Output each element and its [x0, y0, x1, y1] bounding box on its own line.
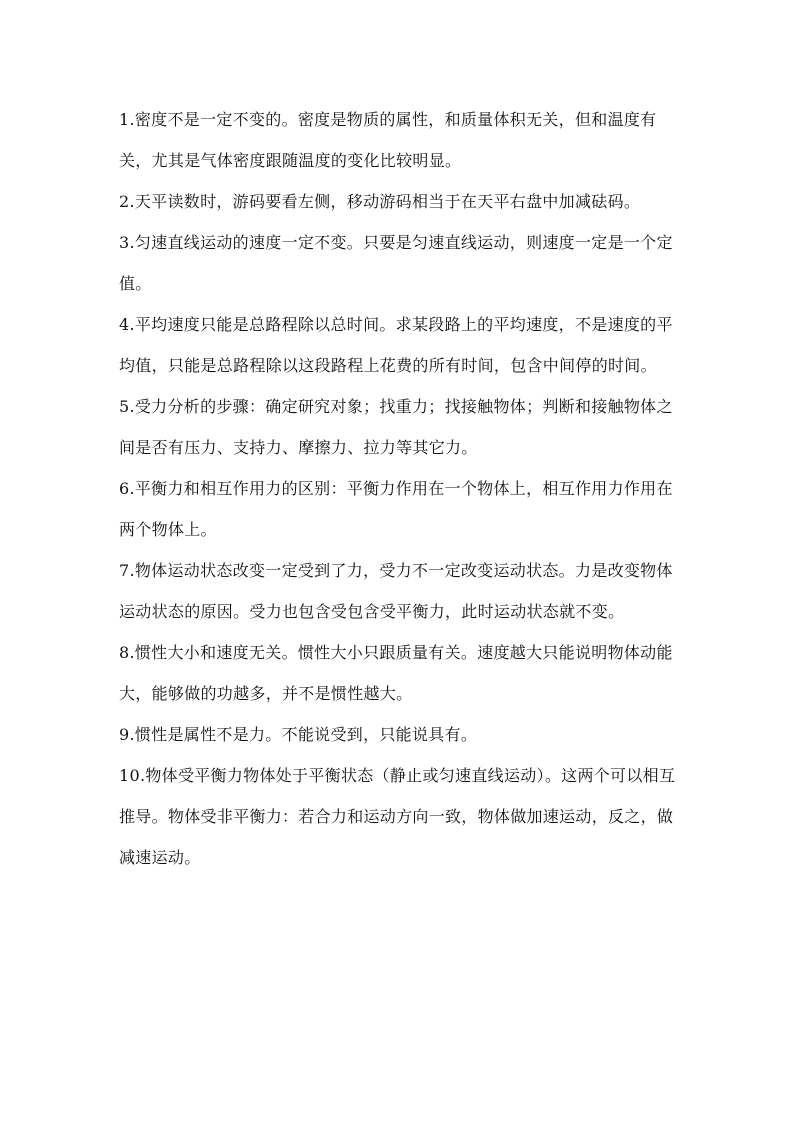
list-item: 6.平衡力和相互作用力的区别：平衡力作用在一个物体上，相互作用力作用在两个物体上。 — [119, 479, 673, 539]
list-item: 8.惯性大小和速度无关。惯性大小只跟质量有关。速度越大只能说明物体动能大，能够做的功越多，并不是惯性越大。 — [119, 643, 673, 703]
list-item: 4.平均速度只能是总路程除以总时间。求某段路上的平均速度，不是速度的平均值，只能是总路程除以这段路程上花费的所有时间，包含中间停的时间。 — [119, 315, 673, 375]
list-item: 5.受力分析的步骤：确定研究对象；找重力；找接触物体；判断和接触物体之间是否有压力、支持力、摩擦力、拉力等其它力。 — [119, 397, 673, 457]
list-item: 9.惯性是属性不是力。不能说受到，只能说具有。 — [119, 725, 478, 744]
list-item: 10.物体受平衡力物体处于平衡状态（静止或匀速直线运动）。这两个可以相互推导。物体受非平衡力：若合力和运动方向一致，物体做加速运动，反之，做减速运动。 — [119, 766, 676, 867]
list-item: 7.物体运动状态改变一定受到了力，受力不一定改变运动状态。力是改变物体运动状态的原因。受力也包含受包含受平衡力，此时运动状态就不变。 — [119, 561, 673, 621]
list-item: 2.天平读数时，游码要看左侧，移动游码相当于在天平右盘中加减砝码。 — [119, 192, 641, 211]
list-item: 3.匀速直线运动的速度一定不变。只要是匀速直线运动，则速度一定是一个定值。 — [119, 233, 673, 293]
document-body — [119, 99, 679, 878]
list-item: 1.密度不是一定不变的。密度是物质的属性，和质量体积无关，但和温度有关，尤其是气体密度跟随温度的变化比较明显。 — [119, 110, 657, 170]
